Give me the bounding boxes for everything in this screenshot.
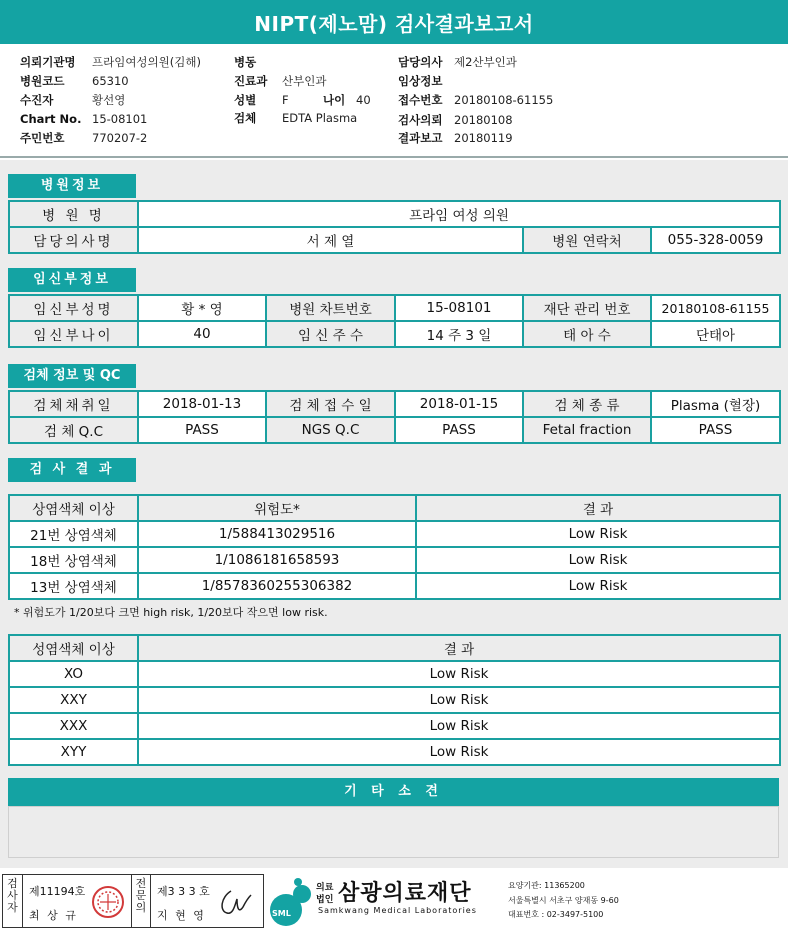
ngs-qc-value: PASS xyxy=(395,417,523,443)
header-resident-no: 주민번호 770207-2 xyxy=(20,131,148,145)
chart-no-value: 15-08101 xyxy=(395,295,523,321)
header-age: 나이 40 xyxy=(323,93,371,107)
results-header-risk: 위험도* xyxy=(138,495,416,521)
doctor-value: 서 제 열 xyxy=(138,227,523,253)
section-tab-pregnant: 임신부정보 xyxy=(8,268,136,292)
seal-stamp-icon xyxy=(91,883,125,921)
contact-label: 병원 연락처 xyxy=(523,227,651,253)
row-risk: 1/588413029516 xyxy=(138,521,416,547)
row-karyotype: XYY xyxy=(9,739,138,765)
report-title: NIPT(제노맘) 검사결과보고서 xyxy=(0,0,788,44)
row-chromosome: 18번 상염색체 xyxy=(9,547,138,573)
results-header-result: 결 과 xyxy=(416,495,780,521)
header-report-date: 결과보고 20180119 xyxy=(398,131,513,145)
row-karyotype: XXX xyxy=(9,713,138,739)
mgmt-no-value: 20180108-61155 xyxy=(651,295,780,321)
table-row xyxy=(9,573,780,599)
chart-no-label: 병원 차트번호 xyxy=(266,295,395,321)
sex-chromosome-table xyxy=(8,634,781,766)
header-patient: 수진자 황선영 xyxy=(20,93,126,107)
row-result: Low Risk xyxy=(138,661,780,687)
specimen-type-value: Plasma (혈장) xyxy=(651,391,780,417)
logo-english: Samkwang Medical Laboratories xyxy=(318,906,477,915)
header-ward: 병동 xyxy=(234,55,257,69)
row-result: Low Risk xyxy=(138,739,780,765)
autosome-results-table xyxy=(8,494,781,600)
specimen-type-label: 검 체 종 류 xyxy=(523,391,651,417)
table-row xyxy=(9,661,780,687)
logo-name: 삼광의료재단 xyxy=(338,881,472,906)
section-tab-hospital: 병원정보 xyxy=(8,174,136,198)
specimen-qc-value: PASS xyxy=(138,417,266,443)
weeks-label: 임 신 주 수 xyxy=(266,321,395,347)
row-result: Low Risk xyxy=(138,713,780,739)
risk-footnote: * 위험도가 1/20보다 크면 high risk, 1/20보다 작으면 low risk. xyxy=(14,606,328,619)
row-karyotype: XXY xyxy=(9,687,138,713)
row-chromosome: 21번 상염색체 xyxy=(9,521,138,547)
ngs-qc-label: NGS Q.C xyxy=(266,417,395,443)
header-receipt-no: 접수번호 20180108-61155 xyxy=(398,93,554,107)
signature-icon xyxy=(217,885,257,919)
pregnant-age-value: 40 xyxy=(138,321,266,347)
hospital-name-value: 프라임 여성 의원 xyxy=(138,201,780,227)
fetus-value: 단태아 xyxy=(651,321,780,347)
specimen-qc-label: 검 체 Q.C xyxy=(9,417,138,443)
row-result: Low Risk xyxy=(416,573,780,599)
table-row xyxy=(9,687,780,713)
specimen-table xyxy=(8,390,781,444)
signature-box xyxy=(2,874,264,928)
row-result: Low Risk xyxy=(138,687,780,713)
weeks-value: 14 주 3 일 xyxy=(395,321,523,347)
header-clinical-info: 임상정보 xyxy=(398,74,443,88)
fetal-fraction-value: PASS xyxy=(651,417,780,443)
table-row xyxy=(9,739,780,765)
results-header-abnormality: 상염색체 이상 xyxy=(9,495,138,521)
sex-header-result: 결 과 xyxy=(138,635,780,661)
section-tab-results: 검 사 결 과 xyxy=(8,458,136,482)
tester-side-label: 검사자 xyxy=(3,875,23,927)
receipt-date-label: 검 체 접 수 일 xyxy=(266,391,395,417)
fetal-fraction-label: Fetal fraction xyxy=(523,417,651,443)
header-specimen: 검체 EDTA Plasma xyxy=(234,111,358,125)
hospital-table xyxy=(8,200,781,254)
patient-header xyxy=(0,44,788,158)
row-risk: 1/1086181658593 xyxy=(138,547,416,573)
sml-logo-icon xyxy=(268,876,318,928)
tester-name: 최 상 규 xyxy=(29,909,78,922)
footer-address: 서울특별시 서초구 양재동 9-60 xyxy=(508,896,619,905)
logo-badge-text: SML xyxy=(272,909,291,918)
mgmt-no-label: 재단 관리 번호 xyxy=(523,295,651,321)
header-department: 진료과 산부인과 xyxy=(234,74,327,88)
header-chart-no: Chart No. 15-08101 xyxy=(20,112,148,126)
logo-prefix-1: 의료 xyxy=(316,883,334,893)
doctor-label: 담당의사명 xyxy=(9,227,138,253)
row-chromosome: 13번 상염색체 xyxy=(9,573,138,599)
pregnant-table xyxy=(8,294,781,348)
tester-license: 제11194호 xyxy=(29,885,86,898)
report-footer xyxy=(0,868,788,936)
row-result: Low Risk xyxy=(416,521,780,547)
section-tab-specimen: 검체 정보 및 QC xyxy=(8,364,136,388)
receipt-date-value: 2018-01-15 xyxy=(395,391,523,417)
footer-phone: 대표번호 : 02-3497-5100 xyxy=(508,910,604,919)
row-karyotype: XO xyxy=(9,661,138,687)
collect-date-label: 검체채취일 xyxy=(9,391,138,417)
pregnant-name-label: 임신부성명 xyxy=(9,295,138,321)
header-sex: 성별 F xyxy=(234,93,289,107)
misc-opinion-body xyxy=(8,806,779,858)
header-org: 의뢰기관명 프라임여성의원(김해) xyxy=(20,55,201,69)
header-doctor: 담당의사 제2산부인과 xyxy=(398,55,517,69)
fetus-label: 태 아 수 xyxy=(523,321,651,347)
table-row xyxy=(9,713,780,739)
table-row xyxy=(9,547,780,573)
table-row xyxy=(9,521,780,547)
header-request-date: 검사의뢰 20180108 xyxy=(398,113,513,127)
misc-opinion-header: 기 타 소 견 xyxy=(8,778,779,806)
header-hospital-code: 병원코드 65310 xyxy=(20,74,129,88)
specialist-license: 제3 3 3 호 xyxy=(157,885,210,898)
specialist-name: 지 현 영 xyxy=(157,909,206,922)
collect-date-value: 2018-01-13 xyxy=(138,391,266,417)
pregnant-name-value: 황 * 영 xyxy=(138,295,266,321)
sex-header-abnormality: 성염색체 이상 xyxy=(9,635,138,661)
footer-institution-code: 요양기관: 11365200 xyxy=(508,881,585,890)
contact-value: 055-328-0059 xyxy=(651,227,780,253)
hospital-name-label: 병 원 명 xyxy=(9,201,138,227)
specialist-side-label: 전문의 xyxy=(131,875,151,927)
row-risk: 1/8578360255306382 xyxy=(138,573,416,599)
pregnant-age-label: 임신부나이 xyxy=(9,321,138,347)
logo-prefix-2: 법인 xyxy=(316,895,334,905)
row-result: Low Risk xyxy=(416,547,780,573)
